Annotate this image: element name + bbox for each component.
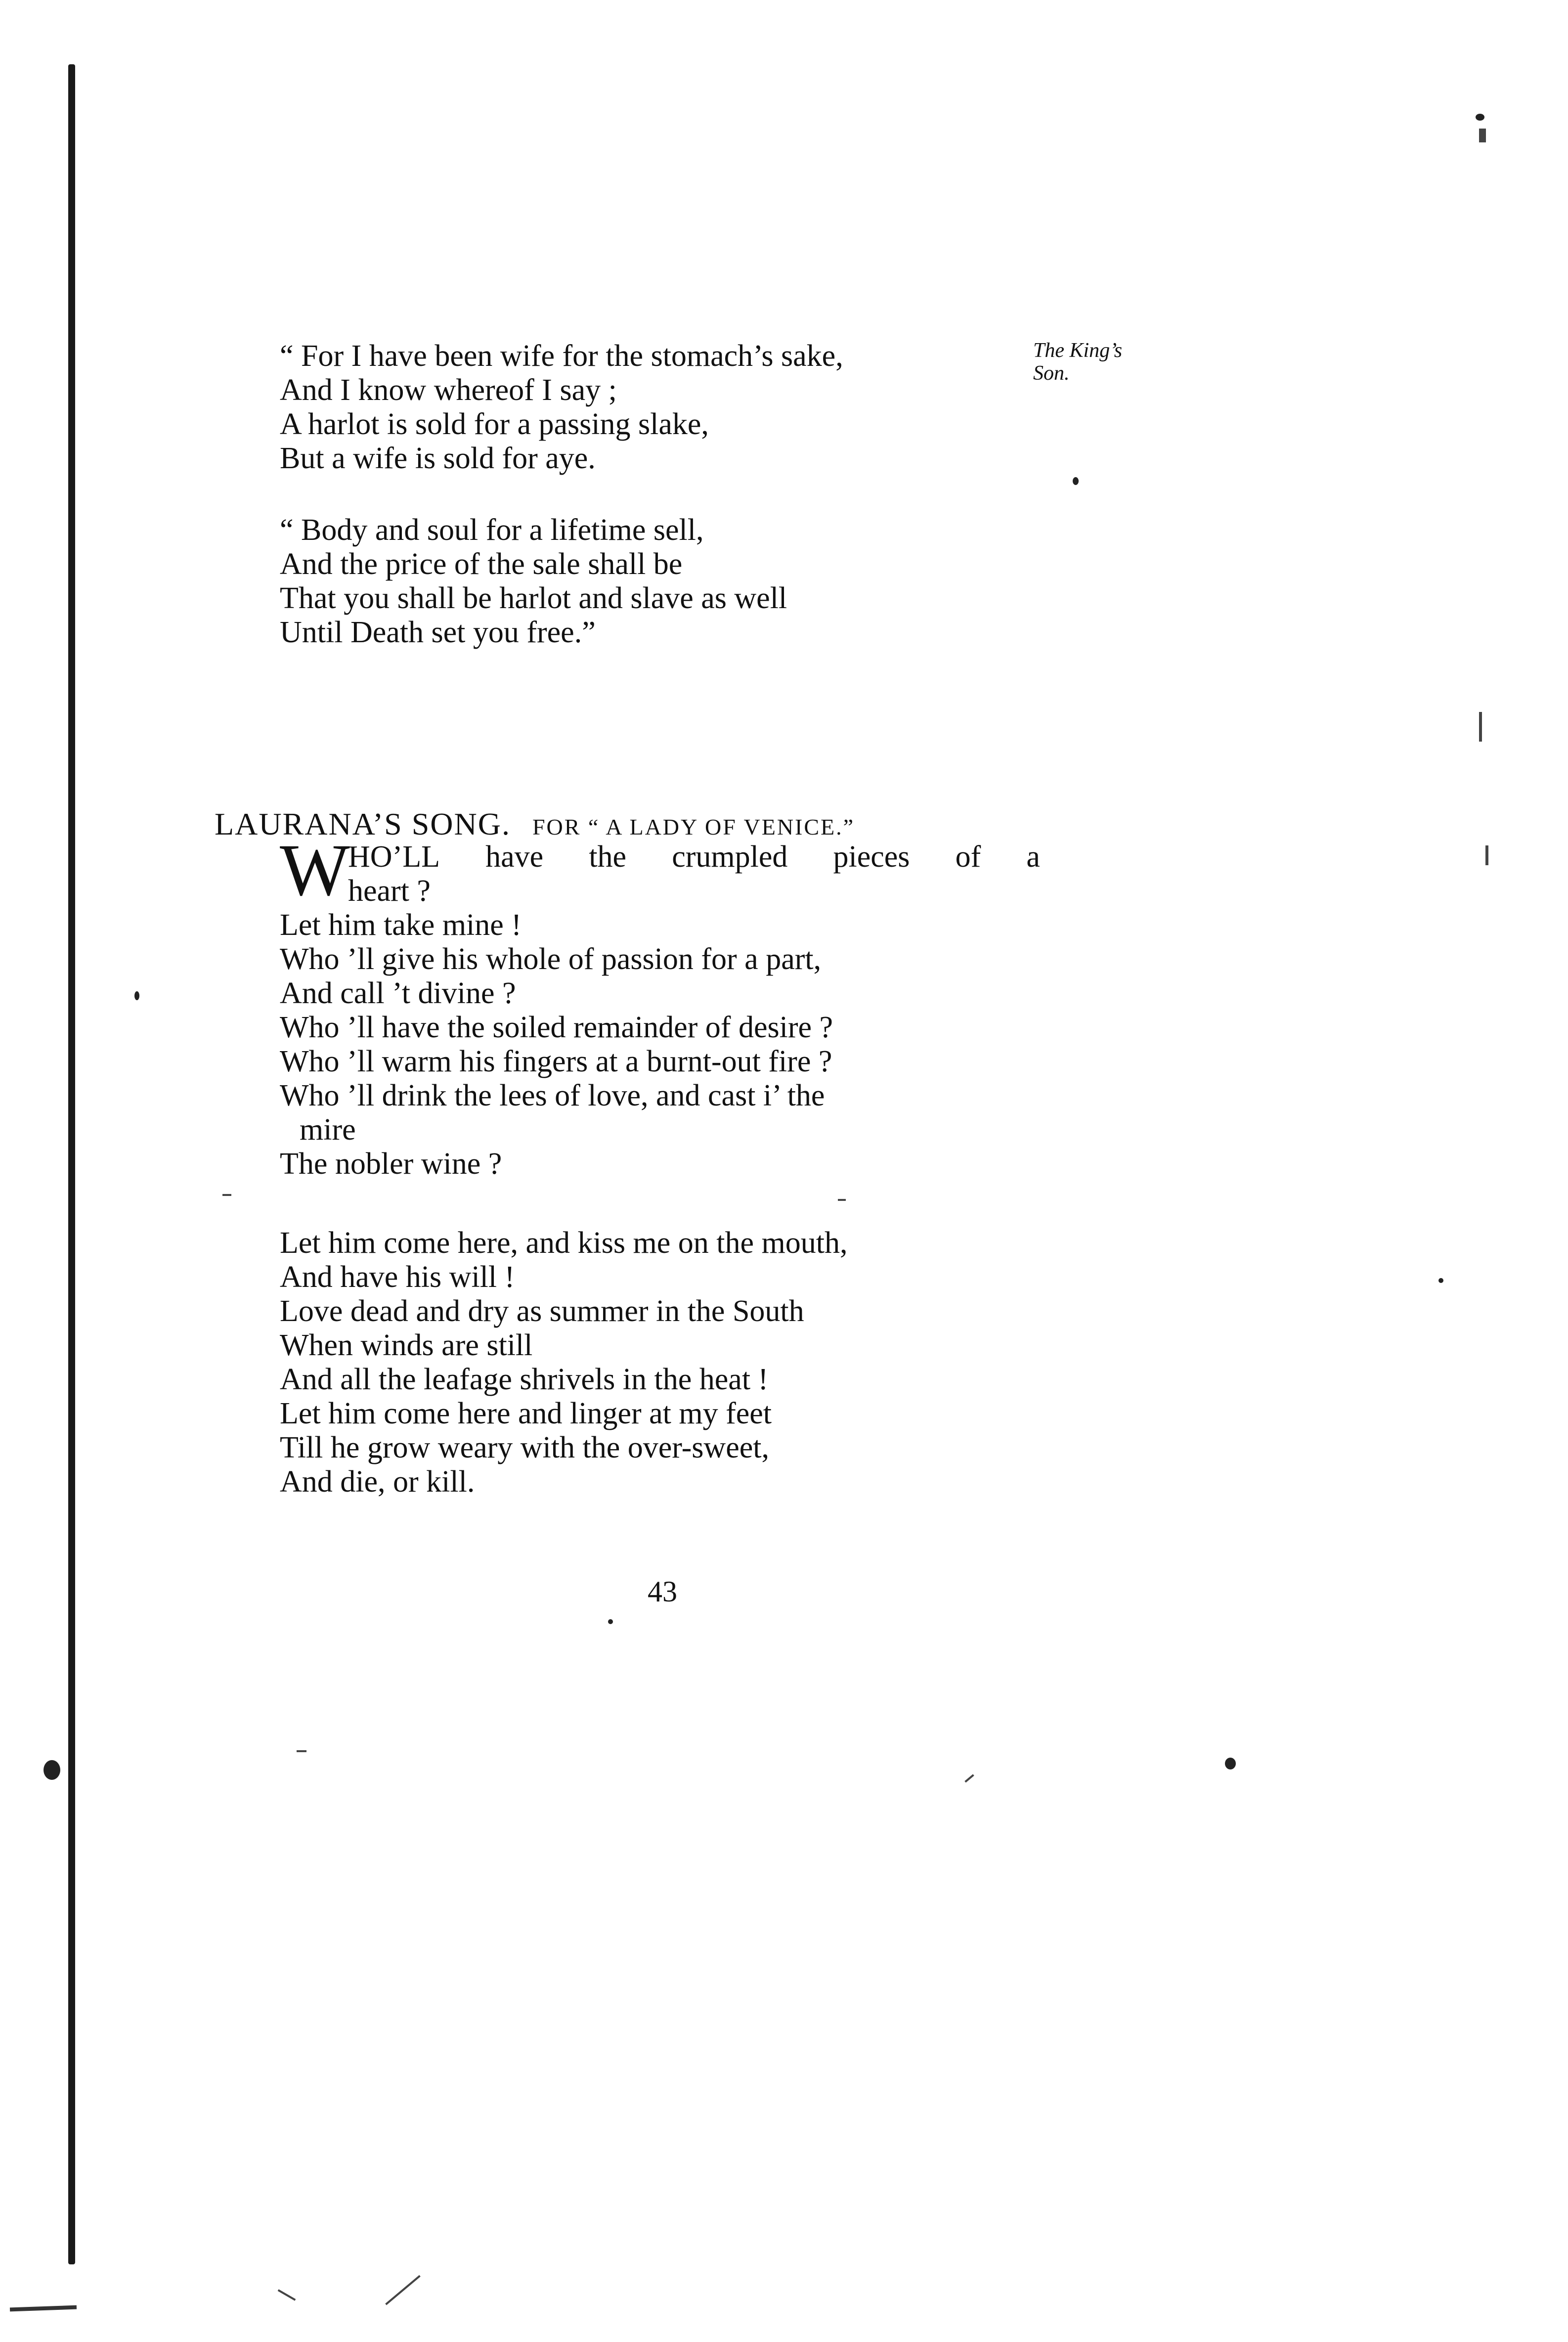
verse-line: Who ’ll give his whole of passion for a part,: [280, 942, 822, 976]
verse-line: A harlot is sold for a passing slake,: [280, 407, 709, 441]
verse-line: Who ’ll have the soiled remainder of desire ?: [280, 1011, 833, 1044]
scan-mark: [222, 1194, 231, 1196]
scan-mark: [1479, 712, 1482, 742]
side-note-line: Son.: [1033, 362, 1070, 385]
drop-cap: W: [280, 829, 350, 911]
scan-mark: [838, 1199, 846, 1201]
verse-line: Till he grow weary with the over-sweet,: [280, 1431, 769, 1464]
verse-line: “ Body and soul for a lifetime sell,: [280, 513, 704, 547]
first-line-word: crumpled: [672, 840, 788, 874]
scan-mark: [385, 2275, 421, 2305]
poem-stanza-1: [280, 339, 843, 476]
verse-line: The nobler wine ?: [280, 1147, 502, 1181]
ink-speck: [1476, 114, 1484, 121]
scan-mark: [964, 1774, 974, 1782]
ink-speck: [44, 1760, 60, 1780]
song-stanza-2: [280, 1226, 847, 1499]
scan-mark: [278, 2289, 296, 2300]
song-first-line-continued: heart ?: [348, 874, 431, 908]
song-stanza-1: [280, 908, 1036, 1181]
verse-line: And die, or kill.: [280, 1465, 475, 1499]
verse-line: “ For I have been wife for the stomach’s sake,: [280, 339, 843, 373]
first-line-word: have: [485, 840, 544, 874]
verse-line: Until Death set you free.”: [280, 616, 596, 649]
side-note: [1033, 339, 1122, 385]
first-line-word: a: [1026, 840, 1040, 874]
verse-line: When winds are still: [280, 1328, 533, 1362]
verse-line: And all the leafage shrivels in the heat !: [280, 1363, 769, 1396]
song-subtitle: FOR “ A LADY OF VENICE.”: [532, 814, 855, 840]
side-note-line: The King’s: [1033, 339, 1123, 362]
verse-line: But a wife is sold for aye.: [280, 442, 596, 475]
first-line-word: the: [589, 840, 627, 874]
verse-line: Let him come here and linger at my feet: [280, 1397, 772, 1430]
verse-line: Who ’ll warm his fingers at a burnt-out fire ?: [280, 1045, 832, 1078]
song-title: LAURANA’S SONG.: [215, 806, 511, 841]
song-first-line: [348, 840, 1040, 874]
verse-line: Let him come here, and kiss me on the mouth,: [280, 1226, 848, 1260]
ink-speck: [608, 1619, 613, 1624]
poem-stanza-2: [280, 513, 787, 650]
scan-mark: [297, 1750, 306, 1752]
binding-edge: [68, 64, 75, 2264]
binding-edge-foot: [10, 2305, 77, 2312]
verse-line: Love dead and dry as summer in the South: [280, 1294, 804, 1328]
scan-mark: [1479, 129, 1486, 142]
first-line-word: pieces: [833, 840, 910, 874]
verse-line: And the price of the sale shall be: [280, 547, 683, 581]
verse-line: That you shall be harlot and slave as well: [280, 581, 787, 615]
ink-speck: [1438, 1278, 1443, 1283]
verse-line: mire: [300, 1113, 356, 1147]
first-line-word: of: [955, 840, 981, 874]
ink-speck: [1073, 477, 1079, 485]
verse-line: Let him take mine !: [280, 908, 522, 942]
first-line-word: HO’LL: [348, 840, 440, 874]
scan-mark: [1485, 845, 1488, 865]
verse-line: Who ’ll drink the lees of love, and cast i’ the: [280, 1079, 825, 1112]
verse-line: And call ’t divine ?: [280, 976, 516, 1010]
verse-line: And have his will !: [280, 1260, 515, 1294]
page-number: 43: [648, 1575, 677, 1608]
ink-speck: [134, 991, 139, 1000]
ink-speck: [1225, 1758, 1236, 1769]
verse-line: And I know whereof I say ;: [280, 373, 617, 407]
